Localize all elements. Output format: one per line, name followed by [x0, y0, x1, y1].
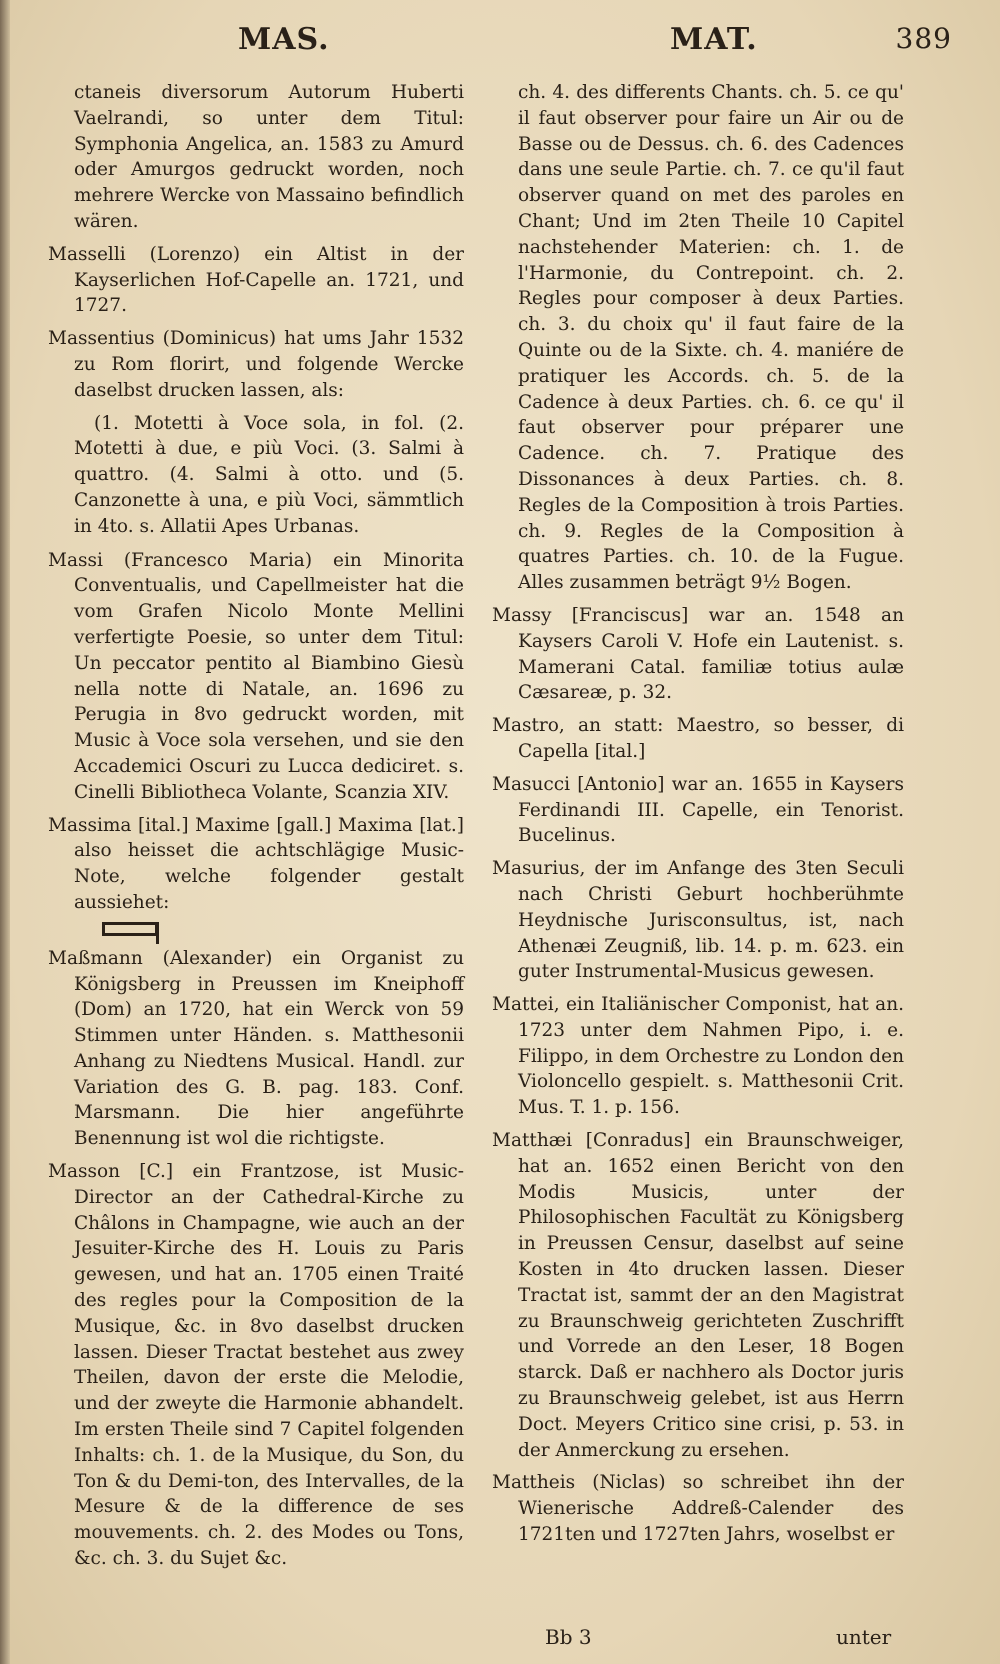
left-column [48, 80, 464, 1579]
entry-massy: Massy [Franciscus] war an. 1548 an Kaysers Caroli V. Hofe ein Lautenist. s. Mamerani Catal. familiæ totius aulæ Cæsareæ, p. 32. [492, 604, 904, 704]
signature-mark: Bb 3 [545, 1625, 592, 1649]
entry-massentius: Massentius (Dominicus) hat ums Jahr 1532 zu Rom florirt, und folgende Wercke daselbst drucken lassen, als: [48, 328, 464, 401]
running-header [0, 22, 1000, 72]
catchword: unter [836, 1625, 892, 1649]
right-column [492, 80, 904, 1555]
entry-massima: Massima [ital.] Maxime [gall.] Maxima [lat.] also heisset die achtschlägige Music-Note, welche folgender gestalt aussiehet: [48, 814, 464, 913]
page-number: 389 [895, 22, 952, 55]
maxima-note-symbol [102, 918, 172, 940]
entry-masurius: Masurius, der im Anfange des 3ten Seculi nach Christi Geburt hochberühmte Heydnische Jurisconsultus, ist, nach Athenæi Zeugniß, lib. 14. p. m. 623. ein guter Instrumental-Musicus gewesen. [492, 858, 904, 983]
entry-continuation: ctaneis diversorum Autorum Huberti Vaelrandi, so unter dem Titul: Symphonia Angelica, an. 1583 zu Amurd oder Amurgos gedruckt worden, noch mehrere Wercke von Massaino befindlich wären. [74, 82, 464, 232]
header-left-keyword: MAS. [238, 22, 330, 57]
entry-continuation-right: ch. 4. des differents Chants. ch. 5. ce qu' il faut observer pour faire un Air ou de Basse ou de Dessus. ch. 6. des Cadences dans une seule Partie. ch. 7. ce qu'il faut observer quand on met des paroles en Chant; Und im 2ten Theile 10 Capitel nachstehender Materien: ch. 1. de l'Harmonie, du Contrepoint. ch. 2. Regles pour composer à deux Parties. ch. 3. du choix qu' il faut faire de la Quinte ou de la Sixte. ch. 4. maniére de pratiquer les Accords. ch. 5. de la Cadence à deux Parties. ch. 6. ce qu' il faut observer pour préparer une Cadence. ch. 7. Pratique des Dissonances à deux Parties. ch. 8. Regles de la Composition à trois Parties. ch. 9. Regles de la Composition à quatres Parties. ch. 10. de la Fugue. Alles zusammen beträgt 9½ Bogen. [518, 82, 904, 594]
binding-edge [0, 0, 10, 1664]
header-right-keyword: MAT. [670, 22, 758, 57]
entry-masselli: Masselli (Lorenzo) ein Altist in der Kayserlichen Hof-Capelle an. 1721, und 1727. [48, 243, 464, 317]
entry-massi: Massi (Francesco Maria) ein Minorita Conventualis, und Capellmeister hat die vom Grafen Nicolo Monte Mellini verfertigte Poesie, so unter dem Titul: Un peccator pentito al Biambino Giesù nella notte di Natale, an. 1696 zu Perugia in 8vo gedruckt worden, mit Music à Voce sola versehen, und sie den Accademici Oscuri zu Lucca dediciret. s. Cinelli Bibliotheca Volante, Scanzia XIV. [48, 549, 464, 803]
entry-masucci: Masucci [Antonio] war an. 1655 in Kaysers Ferdinandi III. Capelle, ein Tenorist. Bucelinus. [492, 773, 904, 847]
entry-masson: Masson [C.] ein Frantzose, ist Music-Director an der Cathedral-Kirche zu Châlons in Champagne, wie auch an der Jesuiter-Kirche des H. Louis zu Paris gewesen, und hat an. 1705 einen Traité des regles pour la Composition de la Musique, &c. in 8vo daselbst drucken lassen. Dieser Tractat bestehet aus zwey Theilen, davon der erste die Melodie, und der zweyte die Harmonie abhandelt. Im ersten Theile sind 7 Capitel folgenden Inhalts: ch. 1. de la Musique, du Son, du Ton & du Demi-ton, des Intervalles, de la Mesure & de la difference de ses mouvements. ch. 2. des Modes ou Tons, &c. ch. 3. du Sujet &c. [48, 1161, 464, 1570]
entry-mattei: Mattei, ein Italiänischer Componist, hat an. 1723 unter dem Nahmen Pipo, i. e. Filippo, in dem Orchestre zu London den Violoncello gespielt. s. Matthesonii Crit. Mus. T. 1. p. 156. [492, 994, 904, 1119]
page-footer [0, 1625, 1000, 1655]
entry-massmann: Maßmann (Alexander) ein Organist zu Königsberg in Preussen im Kneiphoff (Dom) an 1720, hat ein Werck von 59 Stimmen unter Händen. s. Matthesonii Anhang zu Niedtens Musical. Handl. zur Variation des G. B. pag. 183. Conf. Marsmann. Die hier angeführte Benennung ist wol die richtigste. [48, 947, 464, 1150]
entry-mastro: Mastro, an statt: Maestro, so besser, di Capella [ital.] [492, 715, 904, 762]
entry-matthaei: Matthæi [Conradus] ein Braunschweiger, hat an. 1652 einen Bericht von den Modis Musicis, unter der Philosophischen Facultät zu Königsberg in Preussen Censur, daselbst auf seine Kosten in 4to drucken lassen. Dieser Tractat ist, sammt der an den Magistrat zu Braunschweig gerichteten Zuschrifft und Vorrede an den Leser, 18 Bogen starck. Daß er nachhero als Doctor juris zu Braunschweig gelebet, ist aus Herrn Doct. Meyers Critico sine crisi, p. 53. in der Anmerckung zu ersehen. [492, 1130, 904, 1461]
note-stem [156, 922, 159, 944]
note-head [102, 922, 158, 936]
entry-mattheis: Mattheis (Niclas) so schreibet ihn der Wienerische Addreß-Calender des 1721ten und 1727ten Jahrs, woselbst er [492, 1472, 904, 1546]
works-list: (1. Motetti à Voce sola, in fol. (2. Motetti à due, e più Voci. (3. Salmi à quattro. (4. Salmi à otto. und (5. Canzonette à una, e più Voci, sämmtlich in 4to. s. Allatii Apes Urbanas. [74, 412, 464, 537]
